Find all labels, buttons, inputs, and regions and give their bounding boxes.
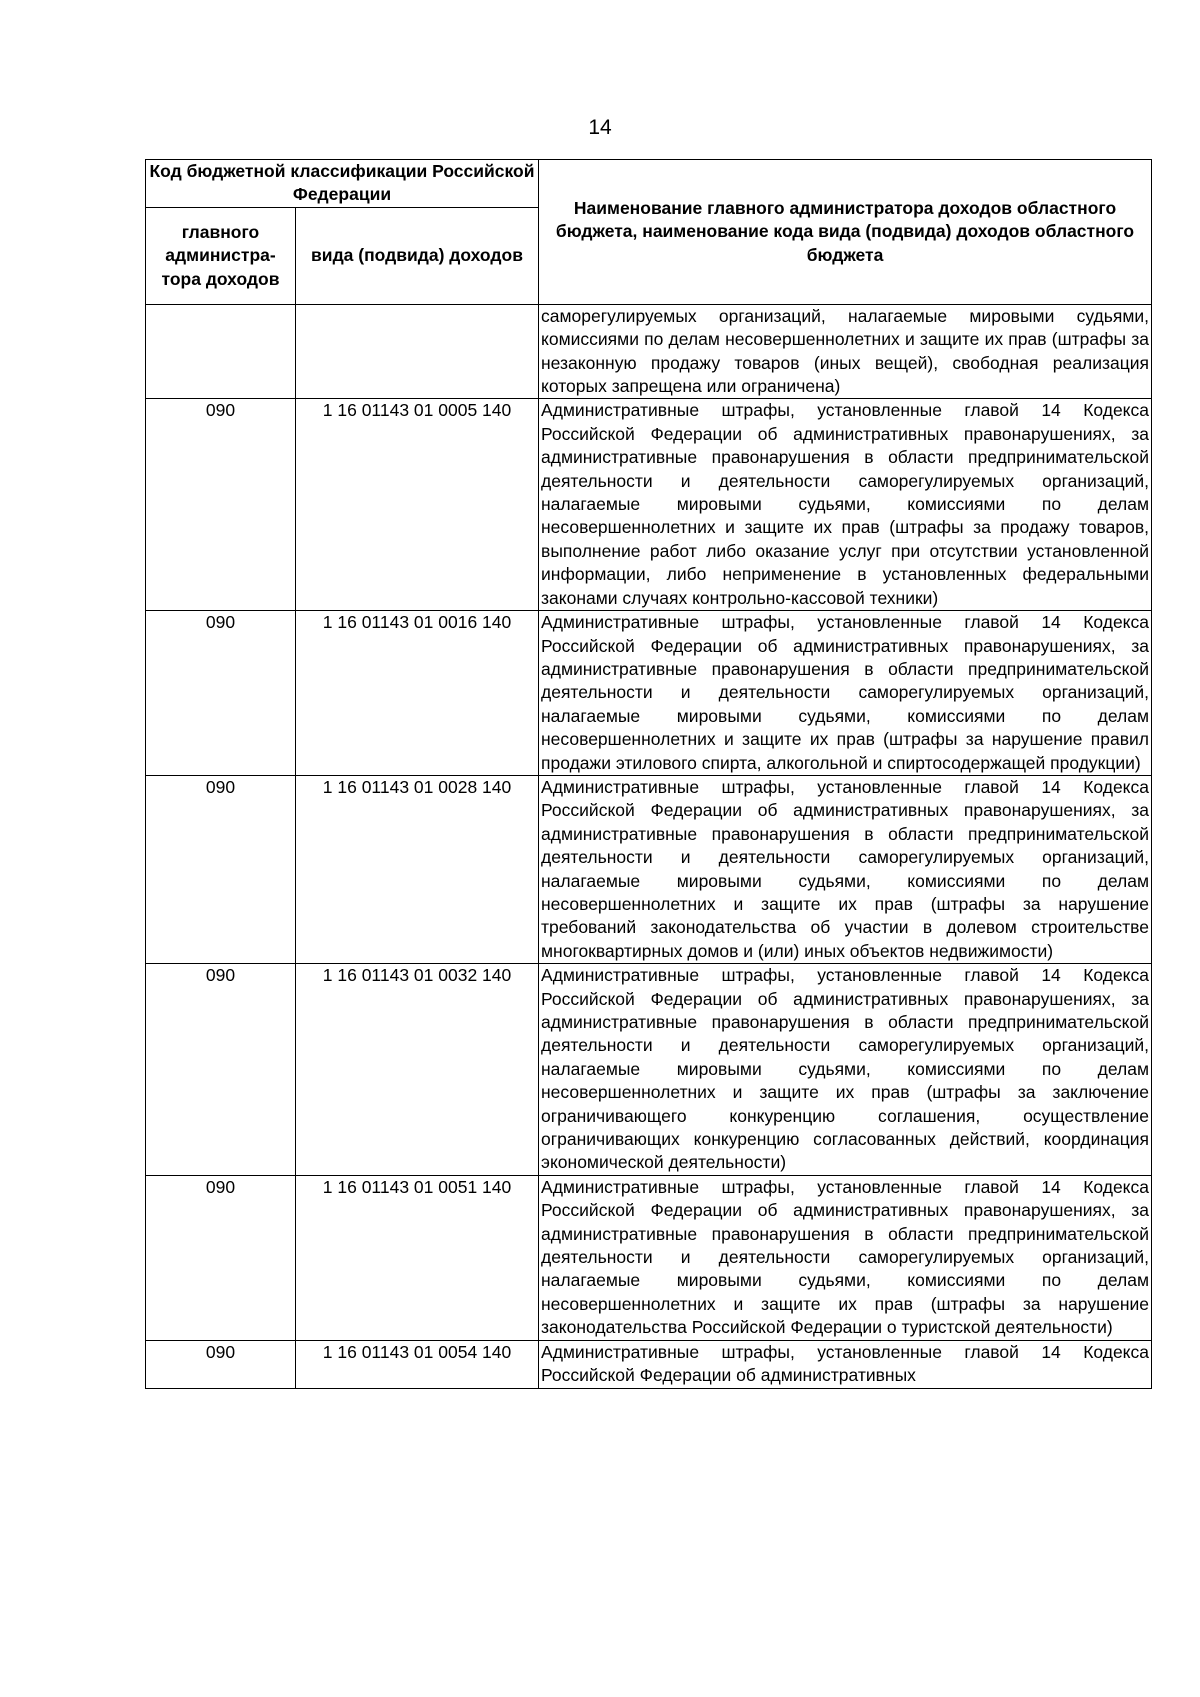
- description-cell: Административные штрафы, установленные главой 14 Кодекса Российской Федерации об административных правонарушениях, за административные правонарушения в области предпринимательской деятельности и деятельности саморегулируемых организаций, налагаемые мировыми судьями, комиссиями по делам несовершеннолетних и защите их прав (штрафы за нарушение правил продажи этилового спирта, алкогольной и спиртосодержащей продукции): [539, 611, 1152, 776]
- kind-code-cell: 1 16 01143 01 0054 140: [296, 1340, 539, 1388]
- kind-code-cell: 1 16 01143 01 0016 140: [296, 611, 539, 776]
- admin-code-cell: 090: [146, 611, 296, 776]
- table-row: [146, 775, 1152, 963]
- kind-code-cell: [296, 304, 539, 399]
- table-row: [146, 399, 1152, 611]
- description-cell: Административные штрафы, установленные главой 14 Кодекса Российской Федерации об административных правонарушениях, за административные правонарушения в области предпринимательской деятельности и деятельности саморегулируемых организаций, налагаемые мировыми судьями, комиссиями по делам несовершеннолетних и защите их прав (штрафы за нарушение требований законодательства об участии в долевом строительстве многоквартирных домов и (или) иных объектов недвижимости): [539, 775, 1152, 963]
- admin-code-cell: 090: [146, 399, 296, 611]
- table-row: [146, 611, 1152, 776]
- table-row: [146, 964, 1152, 1176]
- description-cell: Административные штрафы, установленные главой 14 Кодекса Российской Федерации об административных правонарушениях, за административные правонарушения в области предпринимательской деятельности и деятельности саморегулируемых организаций, налагаемые мировыми судьями, комиссиями по делам несовершеннолетних и защите их прав (штрафы за заключение ограничивающего конкуренцию соглашения, осуществление ограничивающих конкуренцию согласованных действий, координация экономической деятельности): [539, 964, 1152, 1176]
- table-header: [146, 160, 1152, 305]
- header-name-column: Наименование главного администратора доходов областного бюджета, наименование кода вида (подвида) доходов областного бюджета: [539, 160, 1152, 305]
- admin-code-cell: 090: [146, 1340, 296, 1388]
- page-number: 14: [588, 116, 612, 139]
- description-cell: саморегулируемых организаций, налагаемые мировыми судьями, комиссиями по делам несовершеннолетних и защите их прав (штрафы за незаконную продажу товаров (иных вещей), свободная реализация которых запрещена или ограничена): [539, 304, 1152, 399]
- table-row: [146, 1340, 1152, 1388]
- kind-code-cell: 1 16 01143 01 0005 140: [296, 399, 539, 611]
- table-row: [146, 1175, 1152, 1340]
- header-classification-code: Код бюджетной классификации Российской Федерации: [146, 160, 539, 208]
- table-body: [146, 304, 1152, 1388]
- admin-code-cell: 090: [146, 1175, 296, 1340]
- admin-code-cell: 090: [146, 964, 296, 1176]
- kind-code-cell: 1 16 01143 01 0028 140: [296, 775, 539, 963]
- description-cell: Административные штрафы, установленные главой 14 Кодекса Российской Федерации об административных правонарушениях, за административные правонарушения в области предпринимательской деятельности и деятельности саморегулируемых организаций, налагаемые мировыми судьями, комиссиями по делам несовершеннолетних и защите их прав (штрафы за продажу товаров, выполнение работ либо оказание услуг при отсутствии установленной информации, либо неприменение в установленных федеральными законами случаях контрольно-кассовой техники): [539, 399, 1152, 611]
- budget-classification-table: [145, 159, 1152, 1389]
- description-cell: Административные штрафы, установленные главой 14 Кодекса Российской Федерации об административных: [539, 1340, 1152, 1388]
- description-cell: Административные штрафы, установленные главой 14 Кодекса Российской Федерации об административных правонарушениях, за административные правонарушения в области предпринимательской деятельности и деятельности саморегулируемых организаций, налагаемые мировыми судьями, комиссиями по делам несовершеннолетних и защите их прав (штрафы за нарушение законодательства Российской Федерации о туристской деятельности): [539, 1175, 1152, 1340]
- header-kind-code-column: вида (подвида) доходов: [296, 207, 539, 304]
- admin-code-cell: 090: [146, 775, 296, 963]
- admin-code-cell: [146, 304, 296, 399]
- header-admin-code-column: главного администра-тора доходов: [146, 207, 296, 304]
- kind-code-cell: 1 16 01143 01 0051 140: [296, 1175, 539, 1340]
- kind-code-cell: 1 16 01143 01 0032 140: [296, 964, 539, 1176]
- table-row: [146, 304, 1152, 399]
